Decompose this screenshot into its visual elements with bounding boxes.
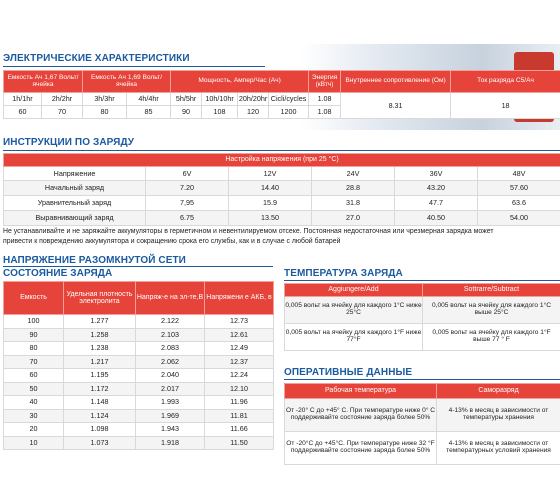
ocv-cell: 10	[4, 436, 64, 450]
section-rule	[284, 280, 560, 281]
header-resistance: Внутреннее сопротивление (Ом)	[341, 71, 451, 93]
value-5h: 90	[171, 106, 202, 119]
col-48v: 48V	[478, 167, 560, 181]
charging-note-line2: привести к повреждению аккумулятора и сокращению срока его службы, как и в случае с любой батарей	[3, 238, 341, 245]
ocv-cell: 70	[4, 355, 64, 369]
ocv-cell: 2.103	[136, 328, 205, 342]
charge-cell: 43.20	[395, 181, 478, 196]
operating-cell: От -20° С до +45° С. При температуре ниже 0° С поддерживайте состояние заряда более 50%	[285, 399, 437, 432]
charge-row-label: Начальный заряд	[4, 181, 146, 196]
charge-cell: 7,95	[146, 196, 229, 211]
value-4h: 85	[127, 106, 171, 119]
sub-1h: 1h/1hr	[4, 93, 42, 106]
ocv-cell: 1.277	[64, 315, 136, 329]
section-title-operating: ОПЕРАТИВНЫЕ ДАННЫЕ	[284, 367, 413, 378]
col-voltage: Напряжение	[4, 167, 146, 181]
ocv-cell: 11.50	[205, 436, 274, 450]
charge-cell: 28.8	[312, 181, 395, 196]
charge-cell: 15.9	[229, 196, 312, 211]
sub-cycles: Cicli/cycles	[269, 93, 309, 106]
ocv-cell: 12.24	[205, 369, 274, 383]
value-2h: 70	[42, 106, 83, 119]
charge-cell: 6.75	[146, 211, 229, 226]
col-12v: 12V	[229, 167, 312, 181]
temp-cell: 0,005 вольт на ячейку для каждого 1°C выше 25°C	[423, 297, 560, 324]
col-battery-voltage: Напряжени е АКБ, в	[205, 282, 274, 315]
ocv-cell: 12.10	[205, 382, 274, 396]
value-energy: 1.08	[309, 106, 341, 119]
ocv-cell: 1.918	[136, 436, 205, 450]
electrical-table	[3, 70, 560, 119]
ocv-cell: 20	[4, 423, 64, 437]
col-capacity: Емкость	[4, 282, 64, 315]
ocv-cell: 1.217	[64, 355, 136, 369]
ocv-cell: 11.96	[205, 396, 274, 410]
ocv-cell: 80	[4, 342, 64, 356]
ocv-cell: 2.062	[136, 355, 205, 369]
section-rule	[3, 150, 560, 151]
section-title-charging: ИНСТРУКЦИИ ПО ЗАРЯДУ	[3, 137, 135, 148]
sub-10h: 10h/10hr	[202, 93, 238, 106]
resistance-value: 8.31	[341, 93, 451, 119]
ocv-cell: 12.49	[205, 342, 274, 356]
ocv-cell: 2.017	[136, 382, 205, 396]
ocv-cell: 11.81	[205, 409, 274, 423]
value-3h: 80	[83, 106, 127, 119]
col-operating-temp: Рабочая температура	[285, 384, 437, 399]
ocv-cell: 12.61	[205, 328, 274, 342]
charge-cell: 14.40	[229, 181, 312, 196]
charge-cell: 13.50	[229, 211, 312, 226]
charge-cell: 63.6	[478, 196, 560, 211]
ocv-cell: 11.66	[205, 423, 274, 437]
value-1h: 60	[4, 106, 42, 119]
charging-span-header: Настройка напряжения (при 25 °C)	[4, 154, 560, 167]
header-capacity-167: Емкость Ач 1,67 Вольт/ячейка	[4, 71, 83, 93]
sub-2h: 2h/2hr	[42, 93, 83, 106]
ocv-table	[3, 281, 274, 450]
ocv-cell: 2.040	[136, 369, 205, 383]
charge-row-label: Выравнивающий заряд	[4, 211, 146, 226]
header-power: Мощность, Ампер/Час (Ач)	[171, 71, 309, 93]
col-6v: 6V	[146, 167, 229, 181]
charge-row-label: Уравнительный заряд	[4, 196, 146, 211]
col-add: Aggiungere/Add	[285, 284, 423, 297]
ocv-cell: 1.124	[64, 409, 136, 423]
ocv-cell: 1.969	[136, 409, 205, 423]
temp-cell: 0,005 вольт на ячейку для каждого 1°C ниже 25°C	[285, 297, 423, 324]
charging-note-line1: Не устанавливайте и не заряжайте аккумуляторы в герметичном и невентилируемом отсеке. Постоянная недостаточная или чрезмерная зарядка может	[3, 228, 494, 235]
charge-cell: 27.0	[312, 211, 395, 226]
col-24v: 24V	[312, 167, 395, 181]
section-title-state-of-charge: СОСТОЯНИЕ ЗАРЯДА	[3, 268, 113, 279]
section-rule	[3, 266, 273, 267]
header-discharge: Ток разряда C5/Ач	[451, 71, 560, 93]
operating-cell: 4-13% в месяц в зависимости от температурных условий хранения	[437, 432, 560, 465]
charging-table	[3, 153, 560, 226]
operating-table	[284, 383, 560, 465]
ocv-cell: 60	[4, 369, 64, 383]
charge-cell: 54.00	[478, 211, 560, 226]
ocv-cell: 50	[4, 382, 64, 396]
section-rule	[284, 379, 560, 380]
ocv-cell: 1.098	[64, 423, 136, 437]
charge-cell: 47.7	[395, 196, 478, 211]
header-energy: Энергия (кВтч)	[309, 71, 341, 93]
ocv-cell: 90	[4, 328, 64, 342]
ocv-cell: 40	[4, 396, 64, 410]
charge-cell: 31.8	[312, 196, 395, 211]
sub-20h: 20h/20hr	[238, 93, 269, 106]
ocv-cell: 1.238	[64, 342, 136, 356]
ocv-cell: 1.172	[64, 382, 136, 396]
col-cell-voltage: Напряж-е на эл-те,В	[136, 282, 205, 315]
header-capacity-169: Емкость Ач 1,69 Вольт/ячейка	[83, 71, 171, 93]
ocv-cell: 2.083	[136, 342, 205, 356]
charge-cell: 57.60	[478, 181, 560, 196]
ocv-cell: 12.37	[205, 355, 274, 369]
operating-cell: От -20°С до +45°С. При температуре ниже 32 °F поддерживайте состояние заряда более 50%	[285, 432, 437, 465]
section-title-ocv: НАПРЯЖЕНИЕ РАЗОМКНУТОЙ СЕТИ	[3, 255, 186, 266]
value-cycles: 1200	[269, 106, 309, 119]
ocv-cell: 1.258	[64, 328, 136, 342]
ocv-cell: 1.073	[64, 436, 136, 450]
sub-energy: 1.08	[309, 93, 341, 106]
ocv-cell: 12.73	[205, 315, 274, 329]
charge-cell: 40.50	[395, 211, 478, 226]
discharge-value: 18	[451, 93, 560, 119]
value-10h: 108	[202, 106, 238, 119]
temperature-table	[284, 283, 560, 351]
ocv-cell: 1.148	[64, 396, 136, 410]
section-title-temperature: ТЕМПЕРАТУРА ЗАРЯДА	[284, 268, 403, 279]
ocv-cell: 100	[4, 315, 64, 329]
col-36v: 36V	[395, 167, 478, 181]
ocv-cell: 30	[4, 409, 64, 423]
ocv-cell: 2.122	[136, 315, 205, 329]
col-density: Удельная плотность электролита	[64, 282, 136, 315]
sub-3h: 3h/3hr	[83, 93, 127, 106]
value-20h: 120	[238, 106, 269, 119]
section-title-electrical: ЭЛЕКТРИЧЕСКИЕ ХАРАКТЕРИСТИКИ	[3, 53, 190, 64]
sub-4h: 4h/4hr	[127, 93, 171, 106]
section-rule	[3, 66, 265, 67]
ocv-cell: 1.993	[136, 396, 205, 410]
operating-cell: 4-13% в месяц в зависимости от температуры хранения	[437, 399, 560, 432]
charge-cell: 7.20	[146, 181, 229, 196]
ocv-cell: 1.943	[136, 423, 205, 437]
sub-5h: 5h/5hr	[171, 93, 202, 106]
col-subtract: Sottrarre/Subtract	[423, 284, 560, 297]
temp-cell: 0,005 вольт на ячейку для каждого 1°F выше 77 ° F	[423, 324, 560, 351]
temp-cell: 0,005 вольт на ячейку для каждого 1°F ниже 77°F	[285, 324, 423, 351]
ocv-cell: 1.195	[64, 369, 136, 383]
col-self-discharge: Саморазряд	[437, 384, 560, 399]
